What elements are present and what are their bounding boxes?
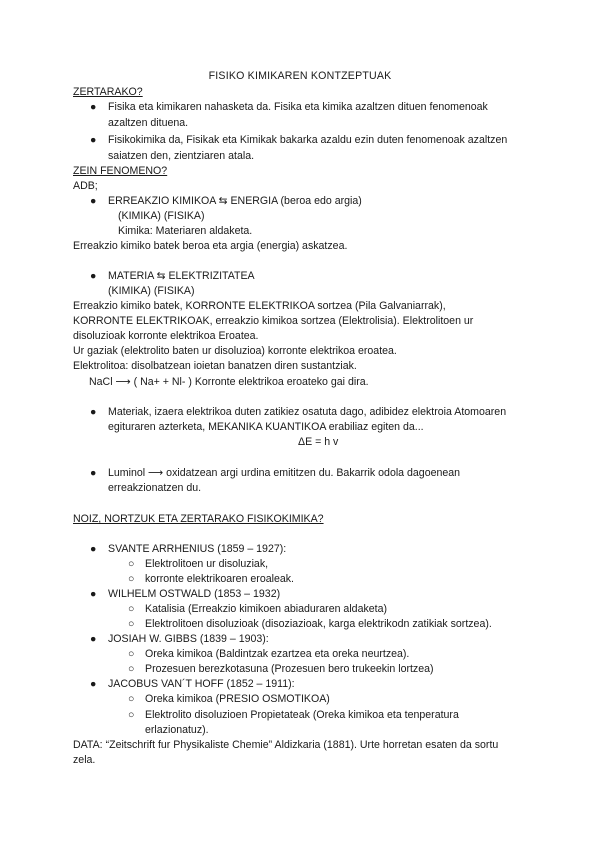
circle-bullet-icon: ○	[128, 573, 135, 585]
vant-hoff-point-2-cont: erlazionatuz).	[145, 724, 209, 736]
paragraph-electric-2: KORRONTE ELEKTRIKOAK, erreakzio kimikoa sortzea (Elektrolisia). Elektrolitoen ur	[73, 315, 474, 327]
ostwald-point-2: Elektrolitoen disoluzioak (disoziazioak, karga elektrikodn zatikiak sortzea).	[145, 618, 492, 630]
kimika-note: Kimika: Materiaren aldaketa.	[118, 225, 253, 237]
scientist-gibbs: JOSIAH W. GIBBS (1839 – 1903):	[108, 633, 269, 645]
vant-hoff-point-1: Oreka kimikoa (PRESIO OSMOTIKOA)	[145, 693, 330, 705]
nacl-equation: NaCl ⟶ ( Na+ + Nl- ) Korronte elektrikoa eroateko gai dira.	[89, 376, 369, 388]
bullet-icon: ●	[90, 543, 97, 555]
zertarako-item-1: Fisika eta kimikaren nahasketa da. Fisika eta kimika azaltzen dituen fenomenoak	[108, 101, 488, 113]
bullet-icon: ●	[90, 195, 97, 207]
circle-bullet-icon: ○	[128, 693, 135, 705]
materia-item-cont: egituraren azterketa, MEKANIKA KUANTIKOA erabiliaz egiten da...	[108, 421, 424, 433]
luminol-item-cont: erreakzionatzen du.	[108, 482, 202, 494]
bullet-icon: ●	[90, 588, 97, 600]
bullet-icon: ●	[90, 678, 97, 690]
reaction-energy-line: ERREAKZIO KIMIKOA ⇆ ENERGIA (beroa edo argia)	[108, 195, 362, 207]
zertarako-item-2-cont: saiatzen den, zientziaren atala.	[108, 150, 255, 162]
zertarako-item-1-cont: azaltzen dituena.	[108, 117, 189, 129]
paragraph-electric-1: Erreakzio kimiko batek, KORRONTE ELEKTRIKOA sortzea (Pila Galvaniarrak),	[73, 300, 446, 312]
vant-hoff-point-2: Elektrolito disoluzioen Propietateak (Oreka kimikoa eta tenperatura	[145, 709, 459, 721]
circle-bullet-icon: ○	[128, 618, 135, 630]
circle-bullet-icon: ○	[128, 663, 135, 675]
reaction-energy-sub: (KIMIKA) (FISIKA)	[118, 210, 205, 222]
matter-electricity-line: MATERIA ⇆ ELEKTRIZITATEA	[108, 270, 255, 282]
arrhenius-point-1: Elektrolitoen ur disoluziak,	[145, 558, 269, 570]
bullet-icon: ●	[90, 633, 97, 645]
data-paragraph-cont: zela.	[73, 754, 96, 766]
circle-bullet-icon: ○	[128, 603, 135, 615]
bullet-icon: ●	[90, 270, 97, 282]
paragraph-energy: Erreakzio kimiko batek beroa eta argia (energia) askatzea.	[73, 240, 348, 252]
circle-bullet-icon: ○	[128, 709, 135, 721]
zein-heading: ZEIN FENOMENO?	[73, 165, 168, 177]
matter-electricity-sub: (KIMIKA) (FISIKA)	[108, 285, 195, 297]
scientist-arrhenius: SVANTE ARRHENIUS (1859 – 1927):	[108, 543, 287, 555]
zertarako-heading: ZERTARAKO?	[73, 86, 143, 98]
arrhenius-point-2: korronte elektrikoaren eroaleak.	[145, 573, 294, 585]
scientist-ostwald: WILHELM OSTWALD (1853 – 1932)	[108, 588, 281, 600]
circle-bullet-icon: ○	[128, 558, 135, 570]
zertarako-item-2: Fisikokimika da, Fisikak eta Kimikak bakarka azaldu ezin duten fenomenoak azaltzen	[108, 134, 508, 146]
materia-item: Materiak, izaera elektrikoa duten zatikiez osatuta dago, adibidez elektroia Atomoaren	[108, 406, 507, 418]
luminol-item: Luminol ⟶ oxidatzean argi urdina emititzen du. Bakarrik odola dagoenean	[108, 467, 461, 479]
scientist-vant-hoff: JACOBUS VAN´T HOFF (1852 – 1911):	[108, 678, 295, 690]
bullet-icon: ●	[90, 467, 97, 479]
data-paragraph: DATA: “Zeitschrift fur Physikaliste Chemie” Aldizkaria (1881). Urte horretan esaten da sortu	[73, 739, 499, 751]
paragraph-electric-3: disoluzioak korronte elektrikoa Eroatea.	[73, 330, 259, 342]
paragraph-electric-5: Elektrolitoa: disolbatzean ioietan banatzen diren sustantziak.	[73, 360, 357, 372]
gibbs-point-2: Prozesuen berezkotasuna (Prozesuen bero trukeekin lortzea)	[145, 663, 434, 675]
circle-bullet-icon: ○	[128, 648, 135, 660]
gibbs-point-1: Oreka kimikoa (Baldintzak ezartzea eta oreka neurtzea).	[145, 648, 410, 660]
ostwald-point-1: Katalisia (Erreakzio kimikoen abiaduraren aldaketa)	[145, 603, 388, 615]
adb-label: ADB;	[73, 180, 98, 192]
bullet-icon: ●	[90, 101, 97, 113]
page-title: FISIKO KIMIKAREN KONTZEPTUAK	[208, 70, 392, 82]
noiz-heading: NOIZ, NORTZUK ETA ZERTARAKO FISIKOKIMIKA?	[73, 513, 324, 525]
bullet-icon: ●	[90, 134, 97, 146]
bullet-icon: ●	[90, 406, 97, 418]
paragraph-electric-4: Ur gaziak (elektrolito baten ur disoluzioa) korronte elektrikoa eroatea.	[73, 345, 397, 357]
energy-equation: ΔE = h v	[298, 436, 339, 448]
